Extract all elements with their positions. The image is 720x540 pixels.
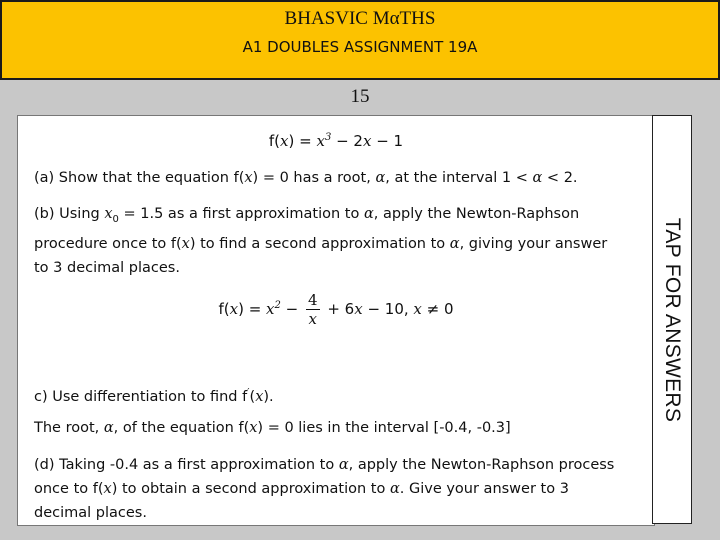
part-a: (a) Show that the equation f(x) = 0 has a root, α, at the interval 1 < α < 2. [34, 170, 578, 186]
question-card [17, 115, 655, 526]
function-definition-1: $f(x) = x^3 - 2x - 1$ [268, 132, 404, 150]
fraction: $\frac{4}{x}$ [308, 291, 318, 328]
root-interval-statement: The root, α, of the equation f(x) = 0 lies in the interval [-0.4, -0.3] [34, 420, 511, 436]
question-number: 15 [350, 86, 370, 107]
part-b: (b) Using $x_0 = 1.5$ as a first approximation to α, apply the Newton-Raphson procedure once to f(x) to find a second approximation to α, giving your answer to 3 decimal places. [34, 206, 608, 276]
part-c: c) Use differentiation to find f′(x). [34, 387, 274, 405]
school-title: BHASVIC MαTHS [284, 8, 436, 29]
part-d: (d) Taking -0.4 as a first approximation to α, apply the Newton-Raphson process once to f(x) to obtain a second approximation to α. Give your answer to 3 decimal places. [34, 457, 615, 521]
tap-for-answers-button[interactable] [652, 115, 692, 524]
function-definition-2: $f(x) = x^2$ − $\frac{4}{x}$ + 6x − 10, x ≠ 0 [218, 291, 454, 328]
tap-for-answers-label: TAP FOR ANSWERS [661, 217, 684, 422]
header-banner [0, 0, 720, 80]
assignment-title: A1 DOUBLES ASSIGNMENT 19A [242, 38, 478, 56]
